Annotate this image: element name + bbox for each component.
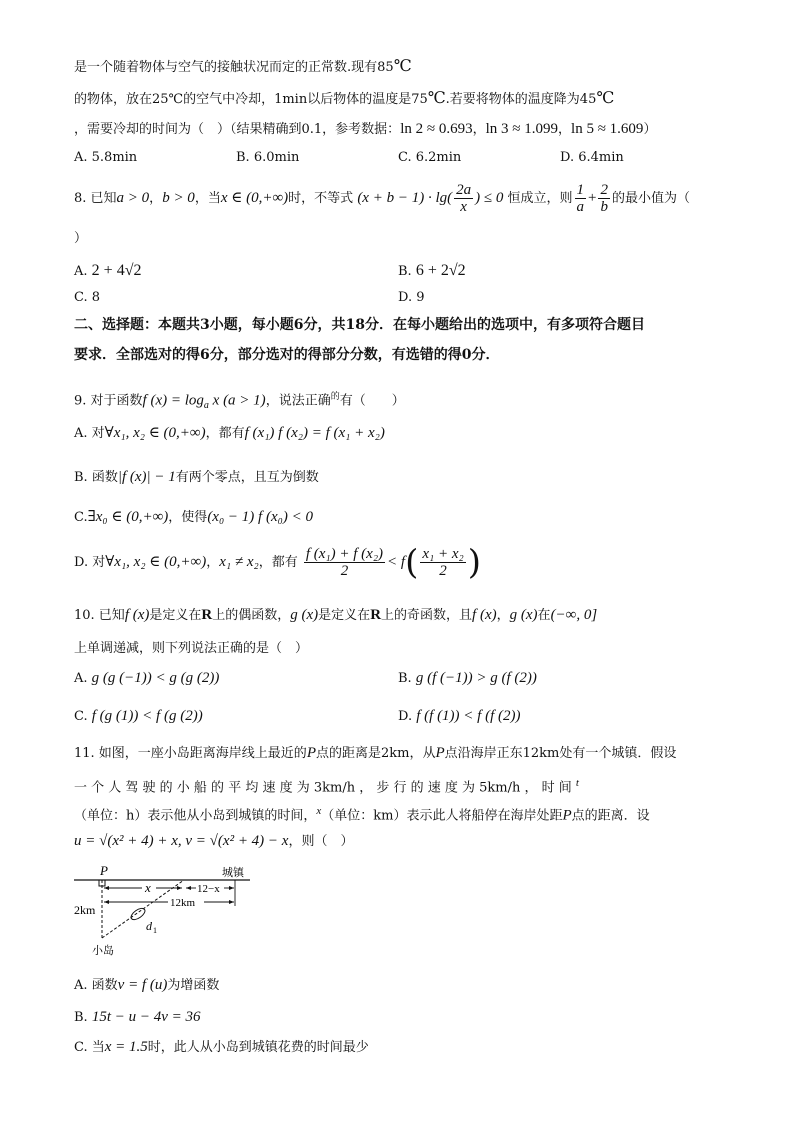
- arrowhead: [229, 886, 234, 890]
- q10-interval: (−∞, 0]: [550, 607, 598, 623]
- q9-c-quantifier: ∃x₀ ∈ (0,+∞): [87, 509, 169, 525]
- label-town: 城镇: [222, 866, 244, 879]
- q10-d-expr: f (f (1)) < f (f (2)): [416, 708, 521, 724]
- q11-c-expr: x = 1.5: [104, 1039, 148, 1055]
- q7-line3-end: ）: [643, 122, 657, 137]
- q9-func-tail: x (a > 1): [208, 392, 266, 409]
- q9-func-base: a: [203, 399, 209, 411]
- q11-text: 点的距离．设: [571, 808, 650, 824]
- q9-b-expr: |f (x)| − 1: [117, 469, 176, 485]
- q7-option-d: D. 6.4min: [560, 150, 624, 165]
- q8-option-a: [74, 262, 141, 280]
- frac-denominator: 2: [439, 563, 447, 579]
- q10-text: 是定义在: [149, 608, 202, 623]
- q11-uv-def: [74, 832, 353, 851]
- q9-d-right-frac: [420, 546, 465, 579]
- q11-a-tail: 为增函数: [167, 978, 220, 993]
- label-x: x: [145, 880, 151, 895]
- q10-text: 是定义在: [318, 608, 371, 623]
- q8-option-a-expr: 2 + 4√2: [91, 262, 142, 279]
- q9-d-sep: ，: [206, 555, 220, 570]
- q9-d-neq: x₁ ≠ x₂: [219, 554, 259, 570]
- option-label: A.: [74, 264, 88, 279]
- option-label: B.: [398, 671, 412, 686]
- q8-ineq-right: ) ≤ 0: [475, 190, 504, 206]
- q9-a-equation: f (x₁) f (x₂) = f (x₁ + x₂): [244, 425, 385, 441]
- q11-stem-line3: [74, 802, 650, 825]
- q10-option-d: [398, 708, 521, 725]
- q9-stem-text: ，说法正确: [265, 393, 331, 409]
- q10-text: 上的偶函数，: [212, 608, 291, 623]
- option-label: B. 函数: [74, 470, 118, 485]
- option-label: A. 对: [74, 426, 105, 441]
- q11-uv-expr: u = √(x² + 4) + x, v = √(x² + 4) − x: [74, 833, 289, 849]
- q9-number: 9. 对于函数: [74, 393, 143, 409]
- q10-number: 10. 已知: [74, 608, 125, 623]
- q7-line1-text: 是一个随着物体与空气的接触状况而定的正常数.现有85: [74, 60, 394, 75]
- q8-domain: x ∈ (0,+∞): [220, 190, 289, 206]
- q8-close: ）: [74, 231, 88, 246]
- q8-frac-2a-x: [454, 182, 473, 215]
- q11-stem-line2: [74, 774, 579, 797]
- var-t: t: [575, 777, 579, 789]
- q8-frac-2-b: [598, 182, 610, 215]
- q11-uv-tail: ，则（ ）: [288, 834, 354, 849]
- q8-when: ，当: [194, 191, 221, 206]
- point-p: P: [435, 745, 445, 761]
- q9-option-c: [74, 508, 313, 527]
- q8-cond-b: b > 0: [162, 190, 195, 206]
- frac-denominator: x: [460, 199, 467, 215]
- q7-line2-text: 的物体，放在25℃的空气中冷却，1min以后物体的温度是75: [74, 92, 428, 107]
- ref-ln2: ln 2 ≈ 0.693: [400, 121, 473, 137]
- q11-text: 点的距离是2km，从: [315, 746, 436, 761]
- option-label: A.: [74, 671, 88, 686]
- frac-numerator: 2: [600, 182, 608, 198]
- boat-path: [102, 880, 184, 938]
- label-2km: 2km: [74, 903, 96, 917]
- q8-frac-1-a: [575, 182, 587, 215]
- q11-stem-line1: [74, 744, 676, 763]
- q11-option-c: [74, 1038, 369, 1057]
- celsius-unit: ℃: [393, 58, 412, 75]
- q8-option-b: [398, 262, 466, 280]
- q10-option-c: [74, 708, 203, 725]
- q11-option-b: [74, 1008, 201, 1027]
- q10-g: g (x): [290, 607, 319, 623]
- q10-b-expr: g (f (−1)) > g (f (2)): [415, 670, 537, 686]
- q8-option-b-expr: 6 + 2√2: [415, 262, 466, 279]
- label-12km: 12km: [170, 897, 196, 909]
- q7-option-c: C. 6.2min: [398, 150, 462, 165]
- q9-option-a: [74, 424, 385, 443]
- plus-sign: +: [588, 190, 597, 206]
- q10-stem-line1: [74, 606, 597, 625]
- q8-ineq-left: (x + b − 1) · lg(: [357, 190, 453, 206]
- q8-option-d: D. 9: [398, 290, 425, 305]
- q10-option-a: [74, 670, 219, 687]
- label-p: P: [100, 863, 108, 878]
- q11-c-tail: 时，此人从小岛到城镇花费的时间最少: [147, 1040, 369, 1055]
- label-d1: d: [146, 919, 152, 933]
- q9-stem: [74, 388, 405, 415]
- q7-option-b: B. 6.0min: [236, 150, 300, 165]
- section2-heading-line2: 要求．全部选对的得6分，部分选对的得部分分数，有选错的得0分．: [74, 347, 500, 363]
- q10-text: 上的奇函数，且: [381, 608, 473, 623]
- section2-heading-line1: 二、选择题：本题共3小题，每小题6分，共18分．在每小题给出的选项中，有多项符合题目: [74, 317, 645, 333]
- q8-always-text: 恒成立，则: [507, 191, 573, 206]
- q8-cond-a: a > 0: [116, 190, 150, 206]
- q9-c-mid: ，使得: [168, 510, 208, 525]
- q10-text: 在: [537, 608, 551, 623]
- q9-stem-small: 的: [330, 392, 340, 402]
- option-label: D.: [398, 709, 413, 724]
- q8-option-c: C. 8: [74, 290, 101, 305]
- real-numbers-symbol: R: [370, 607, 382, 623]
- q11-text: 点沿海岸正东12km处有一个城镇．假设: [444, 746, 677, 761]
- arrowhead: [177, 886, 182, 890]
- q9-d-mid: ，都有: [258, 555, 298, 570]
- point-p: P: [306, 745, 316, 761]
- q9-d-lt: < f: [387, 554, 406, 570]
- point-p: P: [562, 807, 572, 824]
- arrowhead: [104, 900, 109, 904]
- arrowhead: [104, 886, 109, 890]
- q11-text: 一 个 人 驾 驶 的 小 船 的 平 均 速 度 为 3km/h ， 步 行 的 速 度 为 5km/h ， 时 间: [74, 780, 572, 796]
- boat-icon: [129, 906, 147, 922]
- q9-option-b: [74, 468, 319, 487]
- q11-diagram: [72, 862, 262, 962]
- frac-numerator: f (x₁) + f (x₂): [305, 546, 384, 562]
- q9-a-mid: ，都有: [205, 426, 245, 441]
- q8-number: 8. 已知: [74, 191, 117, 206]
- ref-ln3: ln 3 ≈ 1.099: [485, 121, 559, 137]
- real-numbers-symbol: R: [201, 607, 213, 623]
- frac-denominator: 2: [340, 563, 349, 579]
- option-label: A. 函数: [74, 978, 118, 993]
- q11-text: （单位：h）表示他从小岛到城镇的时间，: [74, 808, 317, 824]
- right-paren: ): [467, 542, 481, 583]
- q10-a-expr: g (g (−1)) < g (g (2)): [91, 670, 220, 686]
- celsius-unit: ℃: [427, 90, 446, 107]
- option-label: C.: [74, 510, 88, 525]
- label-12-minus-x: 12−x: [197, 883, 220, 895]
- q11-text: （单位：km）表示此人将船停在海岸处距: [321, 808, 563, 824]
- left-paren: (: [405, 542, 419, 583]
- q7-line3-text: ，需要冷却的时间为（ ）（结果精确到0.1，参考数据：: [74, 122, 401, 137]
- q10-comma: ，: [496, 608, 510, 623]
- option-label: C. 当: [74, 1040, 105, 1055]
- q7-option-a: A. 5.8min: [74, 150, 138, 165]
- q8-tail-text: 的最小值为（: [611, 191, 690, 206]
- arrowhead: [229, 900, 234, 904]
- q10-g: g (x): [509, 607, 538, 623]
- q9-option-d: [74, 542, 481, 583]
- frac-numerator: x₁ + x₂: [422, 546, 464, 562]
- q10-c-expr: f (g (1)) < f (g (2)): [91, 708, 203, 724]
- q8-mid-text: 时，不等式: [288, 191, 354, 206]
- q10-option-b: [398, 670, 537, 687]
- ref-ln5: ln 5 ≈ 1.609: [571, 121, 644, 137]
- celsius-unit: ℃: [596, 90, 615, 107]
- option-label: B.: [74, 1010, 88, 1025]
- q7-line3: ，需要冷却的时间为（ ）（结果精确到0.1，参考数据：ln 2 ≈ 0.693，ln 3 ≈ 1.099，ln 5 ≈ 1.609）: [74, 121, 657, 137]
- q11-a-expr: v = f (u): [117, 977, 168, 993]
- arrowhead: [186, 886, 191, 890]
- q11-b-expr: 15t − u − 4v = 36: [91, 1009, 201, 1025]
- q9-a-quantifier: ∀x₁, x₂ ∈ (0,+∞): [104, 425, 206, 441]
- q7-line2-text-b: .若要将物体的温度降为45: [445, 92, 597, 107]
- option-label: D. 对: [74, 555, 106, 570]
- q11-text: 11. 如图，一座小岛距离海岸线上最近的: [74, 746, 307, 761]
- q9-c-expr: (x₀ − 1) f (x₀) < 0: [207, 509, 313, 525]
- q8-stem: 8. 已知a > 0，b > 0，当x ∈ (0,+∞)时，不等式 (x + b − 1) · lg( $\frac{2a}{x}$ ) ≤ 0 恒成立，则 $\frac{1}{a}$ + $\frac{2}{b}$ 的最小值为（: [74, 182, 690, 215]
- frac-denominator: b: [600, 199, 608, 215]
- q7-line2: [74, 90, 614, 109]
- q9-func: f (x) = log: [142, 392, 204, 409]
- q9-d-left-frac: [304, 546, 385, 579]
- q10-f: f (x): [124, 607, 150, 623]
- q9-b-tail: 有两个零点，且互为倒数: [175, 470, 319, 485]
- label-d1-sub: 1: [153, 926, 157, 935]
- frac-numerator: 1: [576, 182, 585, 198]
- frac-denominator: a: [576, 199, 585, 215]
- q11-option-a: [74, 976, 219, 995]
- var-x: x: [316, 805, 322, 817]
- q7-line1: [74, 58, 412, 77]
- q9-d-quantifier: ∀x₁, x₂ ∈ (0,+∞): [105, 554, 207, 570]
- q10-f: f (x): [472, 607, 497, 623]
- frac-numerator: 2a: [456, 182, 472, 198]
- option-label: B.: [398, 264, 412, 279]
- label-island: 小岛: [92, 944, 114, 957]
- q10-stem-line2: 上单调递减，则下列说法正确的是（ ）: [74, 641, 309, 656]
- option-label: C.: [74, 709, 88, 724]
- q9-stem-end: 有（ ）: [339, 393, 405, 409]
